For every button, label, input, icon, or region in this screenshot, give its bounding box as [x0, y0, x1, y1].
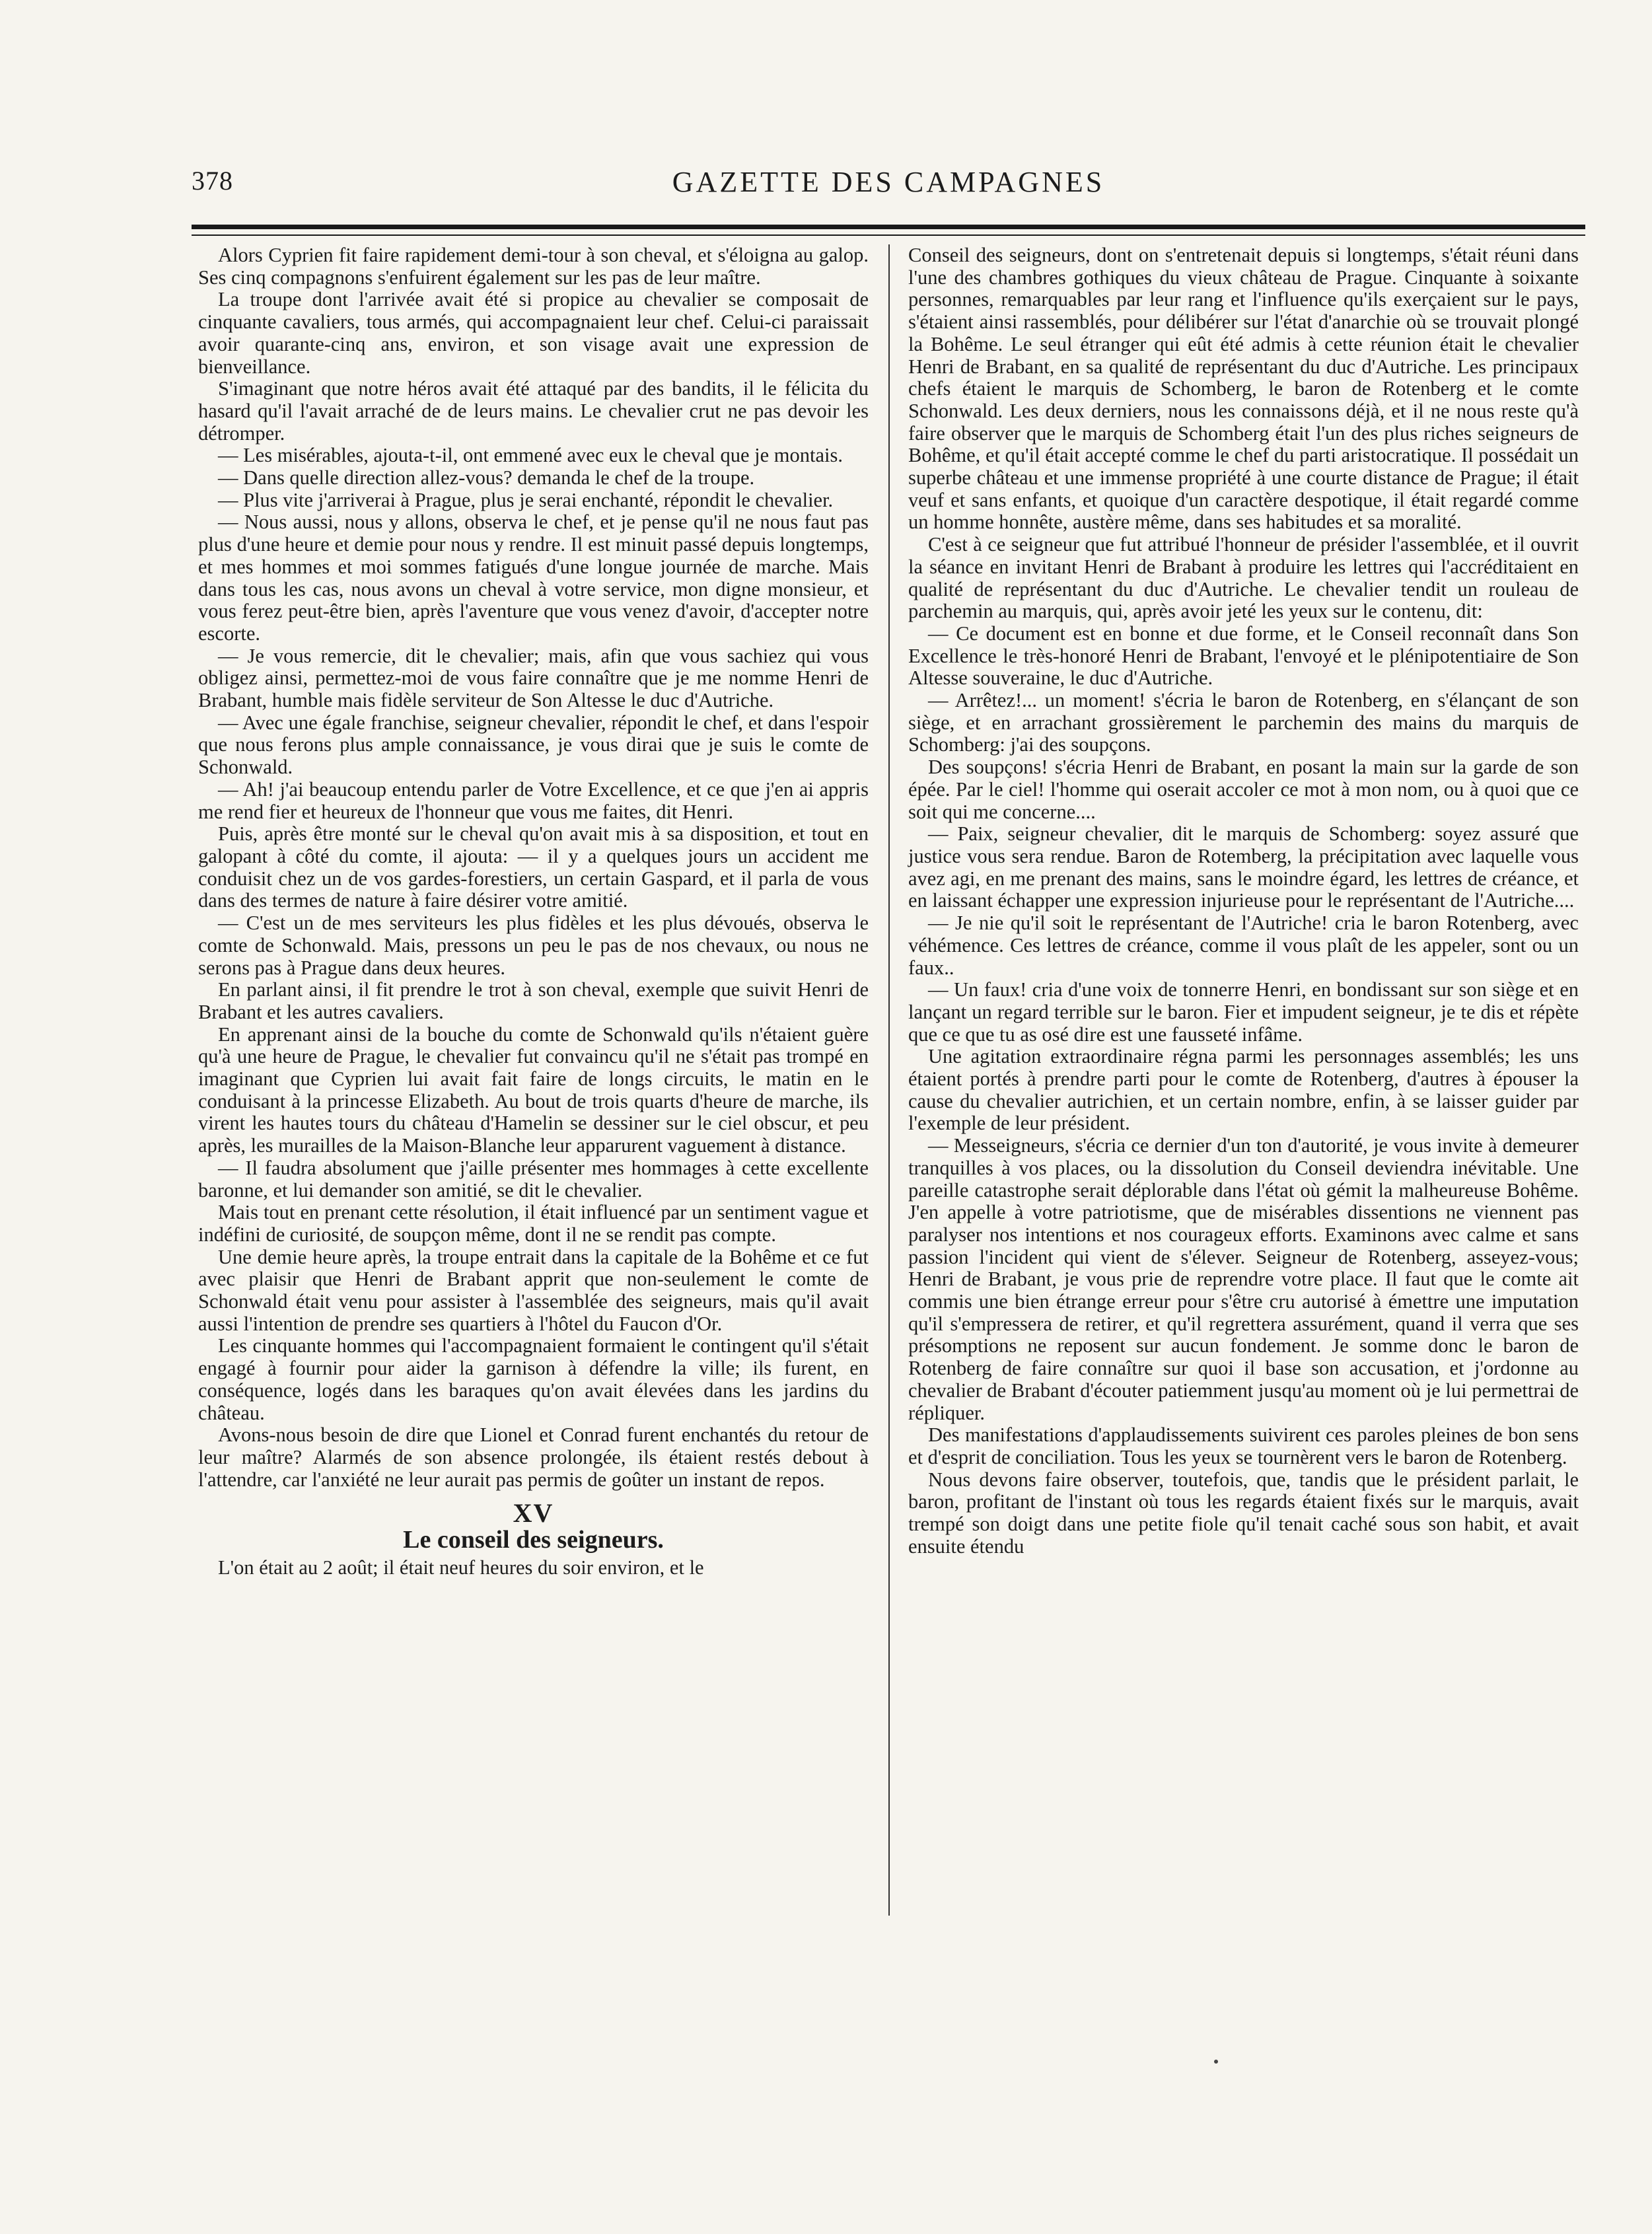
paragraph: — C'est un de mes serviteurs les plus fidèles et les plus dévoués, observa le comte de Schonwald. Mais, pressons un peu le pas de nos chevaux, ou nous ne serons pas à Prague dans deux heures. [198, 912, 869, 979]
left-column [198, 244, 869, 1579]
paragraph: — Ce document est en bonne et due forme, et le Conseil reconnaît dans Son Excellence le très-honoré Henri de Brabant, l'envoyé et le plénipotentiaire de Son Altesse souveraine, le duc d'Autriche. [908, 622, 1579, 690]
paragraph: Mais tout en prenant cette résolution, il était influencé par un sentiment vague et indéfini de curiosité, de soupçon même, dont il ne se rendit pas compte. [198, 1201, 869, 1246]
paragraph: — Je vous remercie, dit le chevalier; mais, afin que vous sachiez qui vous obligez ainsi, permettez-moi de vous faire connaître que je me nomme Henri de Brabant, humble mais fidèle serviteur de Son Altesse le duc d'Autriche. [198, 644, 869, 712]
paragraph: Une agitation extraordinaire régna parmi les personnages assemblés; les uns étaient portés à prendre parti pour le comte de Rotenberg, d'autres à épouser la cause du chevalier autrichien, et un certain nombre, enfin, à se laisser guider par l'exemple de leur président. [908, 1045, 1579, 1135]
page-number: 378 [192, 166, 233, 196]
column-divider [888, 244, 890, 1916]
paragraph: Des soupçons! s'écria Henri de Brabant, en posant la main sur la garde de son épée. Par le ciel! l'homme qui oserait accoler ce mot à mon nom, ou à quoi que ce soit qui me concerne.... [908, 756, 1579, 823]
paragraph: — Arrêtez!... un moment! s'écria le baron de Rotenberg, en s'élançant de son siège, et en arrachant grossièrement le parchemin des mains du marquis de Schomberg: j'ai des soupçons. [908, 689, 1579, 756]
ink-speck [1214, 2060, 1218, 2064]
paragraph: Avons-nous besoin de dire que Lionel et Conrad furent enchantés du retour de leur maître? Alarmés de son absence prolongée, ils étaient restés debout à l'attendre, car l'anxiété ne leur aurait pas permis de goûter un instant de repos. [198, 1423, 869, 1491]
paragraph: — Un faux! cria d'une voix de tonnerre Henri, en bondissant sur son siège et en lançant un regard terrible sur le baron. Fier et impudent seigneur, je te dis et répète que ce que tu as osé dire est une fausseté infâme. [908, 978, 1579, 1046]
paragraph: La troupe dont l'arrivée avait été si propice au chevalier se composait de cinquante cavaliers, tous armés, qui accompagnaient leur chef. Celui-ci paraissait avoir quarante-cinq ans, environ, et son visage avait une expression de bienveillance. [198, 288, 869, 378]
paragraph: L'on était au 2 août; il était neuf heures du soir environ, et le [218, 1556, 704, 1579]
paragraph: — Il faudra absolument que j'aille présenter mes hommages à cette excellente baronne, et lui demander son amitié, se dit le chevalier. [198, 1156, 869, 1202]
paragraph: En parlant ainsi, il fit prendre le trot à son cheval, exemple que suivit Henri de Brabant et les autres cavaliers. [198, 978, 869, 1023]
paragraph: — Je nie qu'il soit le représentant de l'Autriche! cria le baron Rotenberg, avec véhémence. Ces lettres de créance, comme il vous plaît de les appeler, sont ou un faux.. [908, 912, 1579, 979]
paragraph: Nous devons faire observer, toutefois, que, tandis que le président parlait, le baron, profitant de l'instant où tous les regards étaient fixés sur le marquis, avait trempé son doigt dans une petite fiole qu'il tenait caché sous son habit, et avait ensuite étendu [908, 1468, 1579, 1558]
paragraph: Les cinquante hommes qui l'accompagnaient formaient le contingent qu'il s'était engagé à fournir pour aider la garnison à défendre la ville; ils furent, en conséquence, logés dans les baraques qu'on avait élevées dans les jardins du château. [198, 1334, 869, 1424]
header-rule-thin [192, 234, 1585, 236]
section-title: Le conseil des seigneurs. [403, 1526, 664, 1554]
paragraph: S'imaginant que notre héros avait été attaqué par des bandits, il le félicita du hasard qu'il l'avait arraché de de leurs mains. Le chevalier crut ne pas devoir les détromper. [198, 377, 869, 445]
paragraph: — Ah! j'ai beaucoup entendu parler de Votre Excellence, et ce que j'en ai appris me rend fier et heureux de l'honneur que vous me faites, dit Henri. [198, 777, 869, 823]
right-column [908, 244, 1579, 1558]
paragraph: — Paix, seigneur chevalier, dit le marquis de Schomberg: soyez assuré que justice vous sera rendue. Baron de Rotemberg, la précipitation avec laquelle vous avez agi, en me prenant des mains, sans le moindre égard, les lettres de créance, et en laissant échapper une expression injurieuse pour le représentant de l'Autriche.... [908, 822, 1579, 912]
header-rule [192, 225, 1585, 229]
paragraph: En apprenant ainsi de la bouche du comte de Schonwald qu'ils n'étaient guère qu'à une heure de Prague, le chevalier fut convaincu qu'il ne s'était pas trompé en imaginant que Cyprien lui avait fait faire de longs circuits, le matin en le conduisant à la princesse Elizabeth. Au bout de trois quarts d'heure de marche, ils virent les hautes tours du château d'Hamelin se dessiner sur le ciel obscur, et peu après, les murailles de la Maison-Blanche leur apparurent vaguement à distance. [198, 1023, 869, 1157]
page-header [192, 165, 1585, 205]
paragraph: C'est à ce seigneur que fut attribué l'honneur de présider l'assemblée, et il ouvrit la séance en invitant Henri de Brabant à produire les lettres qui l'accréditaient en qualité de représentant du duc d'Autriche. Le chevalier tendit un rouleau de parchemin au marquis, qui, après avoir jeté les yeux sur le contenu, dit: [908, 533, 1579, 623]
section-number: XV [513, 1498, 554, 1529]
paragraph: Alors Cyprien fit faire rapidement demi-tour à son cheval, et s'éloigna au galop. Ses cinq compagnons s'enfuirent également sur les pas de leur maître. [198, 244, 869, 289]
paragraph: Une demie heure après, la troupe entrait dans la capitale de la Bohême et ce fut avec plaisir que Henri de Brabant apprit que non-seulement le comte de Schonwald était venu pour assister à l'assemblée des seigneurs, mais qu'il avait aussi l'intention de prendre ses quartiers à l'hôtel du Faucon d'Or. [198, 1245, 869, 1335]
paragraph: — Nous aussi, nous y allons, observa le chef, et je pense qu'il ne nous faut pas plus d'une heure et demie pour nous y rendre. Il est minuit passé depuis longtemps, et mes hommes et moi sommes fatigués d'une longue journée de marche. Mais dans tous les cas, nous avons un cheval à votre service, mon digne monsieur, et vous ferez peut-être bien, après l'aventure que vous venez d'avoir, d'accepter notre escorte. [198, 511, 869, 645]
newspaper-title: GAZETTE DES CAMPAGNES [672, 166, 1105, 198]
paragraph: Puis, après être monté sur le cheval qu'on avait mis à sa disposition, et tout en galopant à côté du comte, il ajouta: — il y a quelques jours un accident me conduisit chez un de vos gardes-forestiers, un certain Gaspard, et il parla de vous dans des termes de nature à faire désirer votre amitié. [198, 822, 869, 912]
paragraph: — Avec une égale franchise, seigneur chevalier, répondit le chef, et dans l'espoir que nous ferons plus ample connaissance, je vous dirai que je suis le comte de Schonwald. [198, 711, 869, 779]
paragraph: — Messeigneurs, s'écria ce dernier d'un ton d'autorité, je vous invite à demeurer tranquilles à vos places, ou la dissolution du Conseil deviendra inévitable. Une pareille catastrophe serait déplorable dans l'état où gémit la malheureuse Bohême. J'en appelle à votre patriotisme, que de misérables dissentions ne viennent pas paralyser nos intentions et nos courageux efforts. Examinons avec calme et sans passion l'incident qui vient de s'élever. Seigneur de Rotenberg, asseyez-vous; Henri de Brabant, je vous prie de reprendre votre place. Il faut que le comte ait commis une bien étrange erreur pour s'être cru autorisé à émettre une imputation qu'il s'empressera de retirer, et qu'il regrettera assurément, quand il verra que ses présomptions ne reposent sur aucun fondement. Je somme donc le baron de Rotenberg de faire connaître sur quoi il base son accusation, et j'ordonne au chevalier de Brabant d'écouter patiemment jusqu'au moment où je lui permettrai de répliquer. [908, 1134, 1579, 1424]
paragraph: Conseil des seigneurs, dont on s'entretenait depuis si longtemps, s'était réuni dans l'une des chambres gothiques du vieux château de Prague. Cinquante à soixante personnes, remarquables par leur rang et l'influence qu'ils exerçaient sur le pays, s'étaient ainsi rassemblés, pour délibérer sur l'état d'anarchie où se trouvait plongé la Bohême. Le seul étranger qui eût été admis à cette réunion était le chevalier Henri de Brabant, en sa qualité de représentant du duc d'Autriche. Les principaux chefs étaient le marquis de Schomberg, le baron de Rotenberg et le comte Schonwald. Les deux derniers, nous les connaissons déjà, et il ne nous reste qu'à faire observer que le marquis de Schomberg était l'un des plus riches seigneurs de Bohême, et qu'il était accepté comme le chef du parti aristocratique. Il possédait un superbe château et une immense propriété à une courte distance de Prague; il était veuf et sans enfants, et quoique d'un caractère despotique, il était regardé comme un homme honnête, austère même, dans ses habitudes et sa moralité. [908, 244, 1579, 534]
paragraph: — Les misérables, ajouta-t-il, ont emmené avec eux le cheval que je montais. [218, 444, 844, 467]
paragraph: — Dans quelle direction allez-vous? demanda le chef de la troupe. [218, 466, 755, 489]
paragraph: Des manifestations d'applaudissements suivirent ces paroles pleines de bon sens et d'esprit de conciliation. Tous les yeux se tournèrent vers le baron de Rotenberg. [908, 1423, 1579, 1468]
paragraph: — Plus vite j'arriverai à Prague, plus je serai enchanté, répondit le chevalier. [218, 488, 834, 511]
